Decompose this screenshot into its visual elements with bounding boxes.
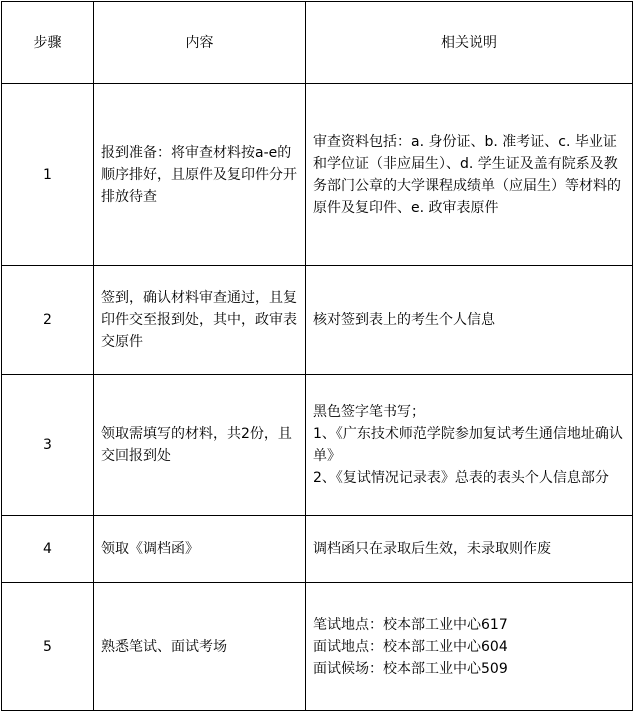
table-row xyxy=(2,266,633,375)
step-number: 3 xyxy=(2,375,94,516)
header-content: 内容 xyxy=(94,2,306,84)
step-number: 1 xyxy=(2,84,94,266)
note-line: 审查资料包括：a. 身份证、b. 准考证、c. 毕业证和学位证（非应届生）、d. 学生证及盖有院系及教务部门公章的大学课程成绩单（应届生）等材料的原件及复印件、e. 政审表原件 xyxy=(313,133,621,216)
procedure-table xyxy=(1,1,633,711)
step-number: 2 xyxy=(2,266,94,375)
header-step: 步骤 xyxy=(2,2,94,84)
step-number: 5 xyxy=(2,583,94,711)
note-line: 2、《复试情况记录表》总表的表头个人信息部分 xyxy=(313,470,609,486)
note-line: 笔试地点：校本部工业中心617 xyxy=(313,616,508,633)
step-number: 4 xyxy=(2,516,94,583)
table-header-row xyxy=(2,2,633,84)
step-content: 报到准备：将审查材料按a-e的顺序排好，且原件及复印件分开排放待查 xyxy=(94,84,306,266)
step-content: 熟悉笔试、面试考场 xyxy=(94,583,306,711)
note-line: 面试地点：校本部工业中心604 xyxy=(313,638,508,655)
note-line: 核对签到表上的考生个人信息 xyxy=(313,312,495,328)
note-line: 调档函只在录取后生效，未录取则作废 xyxy=(313,541,551,557)
step-notes xyxy=(306,375,633,516)
header-notes: 相关说明 xyxy=(306,2,633,84)
table-row xyxy=(2,583,633,711)
table-row xyxy=(2,84,633,266)
table-row xyxy=(2,375,633,516)
table-row xyxy=(2,516,633,583)
note-line: 面试候场：校本部工业中心509 xyxy=(313,660,508,677)
step-content: 签到，确认材料审查通过，且复印件交至报到处，其中，政审表交原件 xyxy=(94,266,306,375)
note-line: 1、《广东技术师范学院参加复试考生通信地址确认单》 xyxy=(313,426,623,464)
step-notes xyxy=(306,583,633,711)
step-content: 领取《调档函》 xyxy=(94,516,306,583)
step-notes xyxy=(306,516,633,583)
step-notes xyxy=(306,84,633,266)
step-notes xyxy=(306,266,633,375)
step-content: 领取需填写的材料，共2份，且交回报到处 xyxy=(94,375,306,516)
note-line: 黑色签字笔书写； xyxy=(313,404,425,420)
